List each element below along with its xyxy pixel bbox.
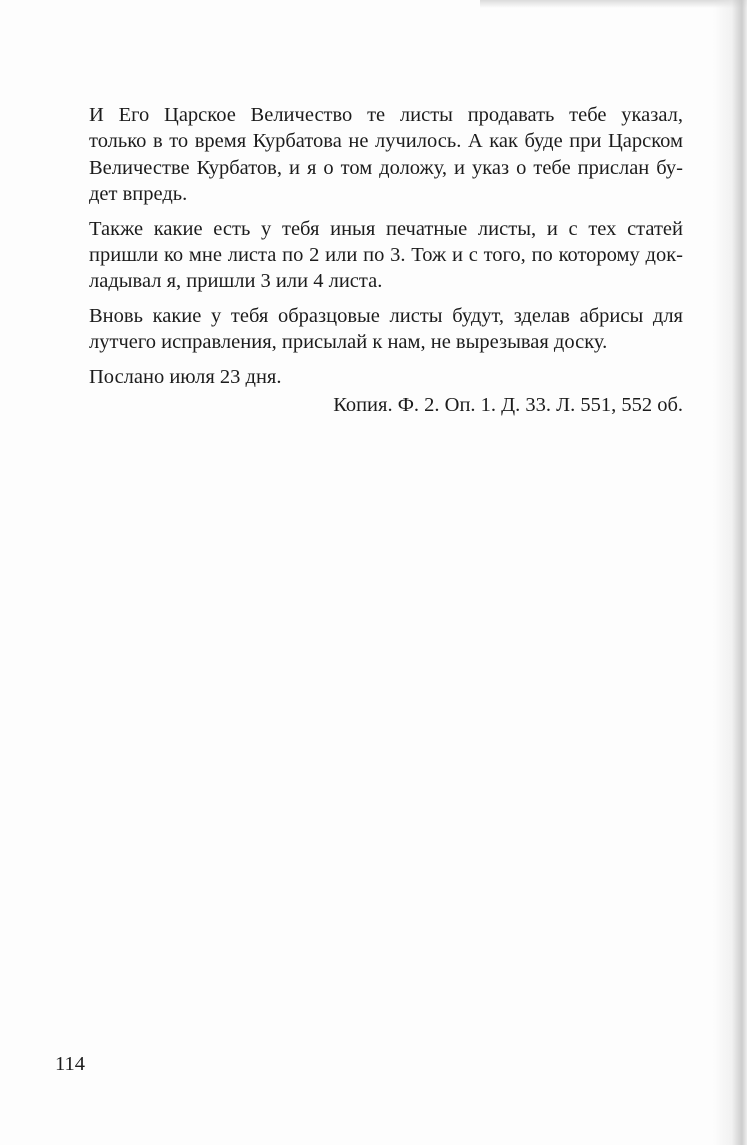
text-line: ладывал я, пришли 3 или 4 листа.	[89, 270, 383, 293]
page-number: 114	[55, 1053, 85, 1075]
text-line: лутчего исправления, присылай к нам, не вырезывая доску.	[89, 331, 608, 354]
paragraph-1	[55, 102, 683, 208]
text-line: Послано июля 23 дня.	[89, 365, 282, 388]
text-line: пришли ко мне листа по 2 или по 3. Тож и с того, по которому док-	[89, 244, 683, 267]
text-line: Вновь какие у тебя образцовые листы будут, зделав абрисы для	[89, 304, 683, 327]
paragraph-3	[55, 303, 683, 356]
paragraph-2	[55, 216, 683, 295]
text-line: Также какие есть у тебя иныя печатные листы, и с тех статей	[89, 217, 683, 240]
text-line: Величестве Курбатов, и я о том доложу, и указ о тебе прислан бу-	[89, 156, 683, 179]
paragraph-4	[55, 364, 683, 390]
scan-edge-top	[480, 0, 747, 8]
text-line: дет впредь.	[89, 183, 188, 206]
text-line: только в то время Курбатова не лучилось. А как буде при Царском	[89, 130, 683, 153]
scan-edge-right	[713, 0, 747, 1145]
text-line: И Его Царское Величество те листы продавать тебе указал,	[89, 104, 683, 126]
body-text	[55, 102, 683, 418]
archival-source-reference: Копия. Ф. 2. Оп. 1. Д. 33. Л. 551, 552 об.	[333, 394, 683, 417]
